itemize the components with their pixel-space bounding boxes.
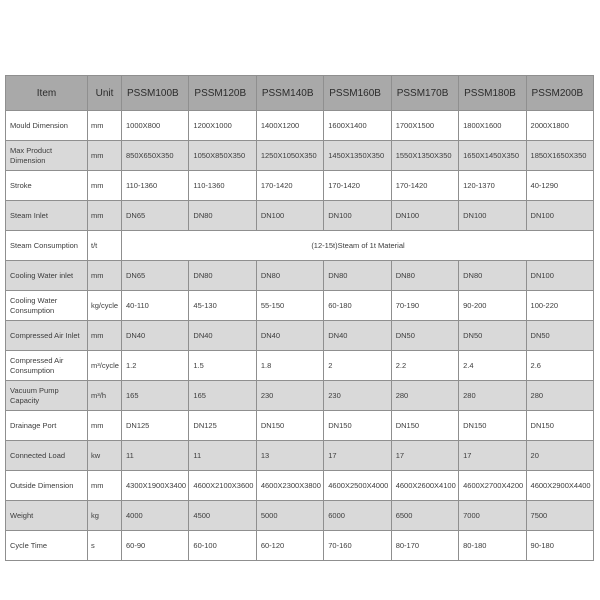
value-cell: 80-180: [459, 531, 526, 561]
value-cell: 4600X2600X4100: [391, 471, 458, 501]
table-row: [6, 201, 594, 231]
value-cell: 1800X1600: [459, 111, 526, 141]
item-cell: Drainage Port: [6, 411, 88, 441]
value-cell: 170-1420: [324, 171, 391, 201]
value-cell: DN100: [324, 201, 391, 231]
table-row: [6, 381, 594, 411]
unit-cell: mm: [88, 111, 122, 141]
value-cell: 4600X2300X3800: [256, 471, 323, 501]
value-cell: DN40: [324, 321, 391, 351]
value-cell: 70-190: [391, 291, 458, 321]
value-cell: 60-90: [122, 531, 189, 561]
item-cell: Stroke: [6, 171, 88, 201]
item-cell: Mould Dimension: [6, 111, 88, 141]
unit-cell: mm: [88, 261, 122, 291]
value-cell: 40-1290: [526, 171, 593, 201]
value-cell: 280: [391, 381, 458, 411]
table-row: [6, 291, 594, 321]
table-row: [6, 351, 594, 381]
column-header: Unit: [88, 76, 122, 111]
value-cell: 280: [459, 381, 526, 411]
unit-cell: mm: [88, 471, 122, 501]
item-cell: Compressed Air Inlet: [6, 321, 88, 351]
value-cell: 40-110: [122, 291, 189, 321]
value-cell: 17: [324, 441, 391, 471]
value-cell: 60-120: [256, 531, 323, 561]
value-cell: 110-1360: [189, 171, 256, 201]
value-cell: 165: [122, 381, 189, 411]
value-cell: DN150: [459, 411, 526, 441]
value-cell: 4600X2500X4000: [324, 471, 391, 501]
item-cell: Cooling Water inlet: [6, 261, 88, 291]
table-row: [6, 531, 594, 561]
table-row: [6, 471, 594, 501]
item-cell: Compressed Air Consumption: [6, 351, 88, 381]
unit-cell: mm: [88, 171, 122, 201]
unit-cell: kg: [88, 501, 122, 531]
unit-cell: mm: [88, 321, 122, 351]
spec-table-body: [6, 111, 594, 561]
item-cell: Steam Consumption: [6, 231, 88, 261]
value-cell: 1000X800: [122, 111, 189, 141]
value-cell: DN100: [526, 201, 593, 231]
value-cell: 90-180: [526, 531, 593, 561]
value-cell: 60-100: [189, 531, 256, 561]
value-cell: 17: [459, 441, 526, 471]
value-cell: 1700X1500: [391, 111, 458, 141]
value-cell: DN100: [391, 201, 458, 231]
column-header: Item: [6, 76, 88, 111]
column-header: PSSM100B: [122, 76, 189, 111]
item-cell: Cooling Water Consumption: [6, 291, 88, 321]
value-cell: 2.2: [391, 351, 458, 381]
value-cell: 4500: [189, 501, 256, 531]
unit-cell: mm: [88, 201, 122, 231]
value-cell: 4600X2100X3600: [189, 471, 256, 501]
table-row: [6, 501, 594, 531]
value-cell: 2000X1800: [526, 111, 593, 141]
value-cell: 2.6: [526, 351, 593, 381]
table-row: [6, 321, 594, 351]
value-cell: 170-1420: [256, 171, 323, 201]
table-row: [6, 261, 594, 291]
spec-table-header: [6, 76, 594, 111]
value-cell: 90-200: [459, 291, 526, 321]
value-cell: 110-1360: [122, 171, 189, 201]
value-cell: DN50: [459, 321, 526, 351]
value-cell: 1550X1350X350: [391, 141, 458, 171]
value-cell: 80-170: [391, 531, 458, 561]
table-row: [6, 111, 594, 141]
item-cell: Steam Inlet: [6, 201, 88, 231]
value-cell: DN80: [391, 261, 458, 291]
column-header: PSSM170B: [391, 76, 458, 111]
column-header: PSSM200B: [526, 76, 593, 111]
value-cell: 4300X1900X3400: [122, 471, 189, 501]
value-cell: 1.8: [256, 351, 323, 381]
value-cell: 6500: [391, 501, 458, 531]
item-cell: Max Product Dimension: [6, 141, 88, 171]
value-cell: 1.5: [189, 351, 256, 381]
value-cell: 7000: [459, 501, 526, 531]
value-cell: 13: [256, 441, 323, 471]
item-cell: Weight: [6, 501, 88, 531]
value-cell: DN80: [459, 261, 526, 291]
value-cell: 230: [324, 381, 391, 411]
merged-value-cell: (12-15t)Steam of 1t Material: [122, 231, 594, 261]
value-cell: 1250X1050X350: [256, 141, 323, 171]
value-cell: 11: [122, 441, 189, 471]
table-row: [6, 441, 594, 471]
unit-cell: m³/h: [88, 381, 122, 411]
spec-table-container: [5, 75, 594, 561]
spec-table: [5, 75, 594, 561]
unit-cell: kw: [88, 441, 122, 471]
unit-cell: t/t: [88, 231, 122, 261]
value-cell: 100-220: [526, 291, 593, 321]
value-cell: DN125: [122, 411, 189, 441]
value-cell: 1400X1200: [256, 111, 323, 141]
value-cell: 4600X2900X4400: [526, 471, 593, 501]
value-cell: 1200X1000: [189, 111, 256, 141]
unit-cell: mm: [88, 141, 122, 171]
value-cell: 2: [324, 351, 391, 381]
unit-cell: m³/cycle: [88, 351, 122, 381]
value-cell: DN100: [256, 201, 323, 231]
value-cell: 1850X1650X350: [526, 141, 593, 171]
value-cell: 1650X1450X350: [459, 141, 526, 171]
value-cell: DN150: [256, 411, 323, 441]
value-cell: 5000: [256, 501, 323, 531]
value-cell: 2.4: [459, 351, 526, 381]
value-cell: DN80: [189, 261, 256, 291]
header-row: [6, 76, 594, 111]
value-cell: 6000: [324, 501, 391, 531]
value-cell: 1.2: [122, 351, 189, 381]
value-cell: DN80: [189, 201, 256, 231]
unit-cell: s: [88, 531, 122, 561]
table-row: [6, 171, 594, 201]
table-row: [6, 231, 594, 261]
column-header: PSSM180B: [459, 76, 526, 111]
value-cell: 1050X850X350: [189, 141, 256, 171]
value-cell: DN50: [391, 321, 458, 351]
value-cell: DN40: [256, 321, 323, 351]
unit-cell: kg/cycle: [88, 291, 122, 321]
value-cell: DN65: [122, 201, 189, 231]
value-cell: DN50: [526, 321, 593, 351]
value-cell: DN100: [526, 261, 593, 291]
value-cell: 120-1370: [459, 171, 526, 201]
table-row: [6, 141, 594, 171]
column-header: PSSM120B: [189, 76, 256, 111]
column-header: PSSM140B: [256, 76, 323, 111]
column-header: PSSM160B: [324, 76, 391, 111]
value-cell: 1600X1400: [324, 111, 391, 141]
value-cell: DN125: [189, 411, 256, 441]
value-cell: 1450X1350X350: [324, 141, 391, 171]
value-cell: 55-150: [256, 291, 323, 321]
item-cell: Cycle Time: [6, 531, 88, 561]
value-cell: DN150: [526, 411, 593, 441]
value-cell: DN150: [391, 411, 458, 441]
item-cell: Vacuum Pump Capacity: [6, 381, 88, 411]
item-cell: Connected Load: [6, 441, 88, 471]
value-cell: 4600X2700X4200: [459, 471, 526, 501]
table-row: [6, 411, 594, 441]
value-cell: 11: [189, 441, 256, 471]
value-cell: 70-160: [324, 531, 391, 561]
value-cell: 20: [526, 441, 593, 471]
value-cell: 4000: [122, 501, 189, 531]
value-cell: DN80: [324, 261, 391, 291]
value-cell: DN150: [324, 411, 391, 441]
value-cell: 7500: [526, 501, 593, 531]
value-cell: DN65: [122, 261, 189, 291]
value-cell: 165: [189, 381, 256, 411]
item-cell: Outside Dimension: [6, 471, 88, 501]
value-cell: 280: [526, 381, 593, 411]
value-cell: DN100: [459, 201, 526, 231]
value-cell: 60-180: [324, 291, 391, 321]
value-cell: DN40: [122, 321, 189, 351]
unit-cell: mm: [88, 411, 122, 441]
value-cell: 17: [391, 441, 458, 471]
value-cell: DN80: [256, 261, 323, 291]
value-cell: DN40: [189, 321, 256, 351]
value-cell: 230: [256, 381, 323, 411]
value-cell: 45-130: [189, 291, 256, 321]
value-cell: 170-1420: [391, 171, 458, 201]
value-cell: 850X650X350: [122, 141, 189, 171]
